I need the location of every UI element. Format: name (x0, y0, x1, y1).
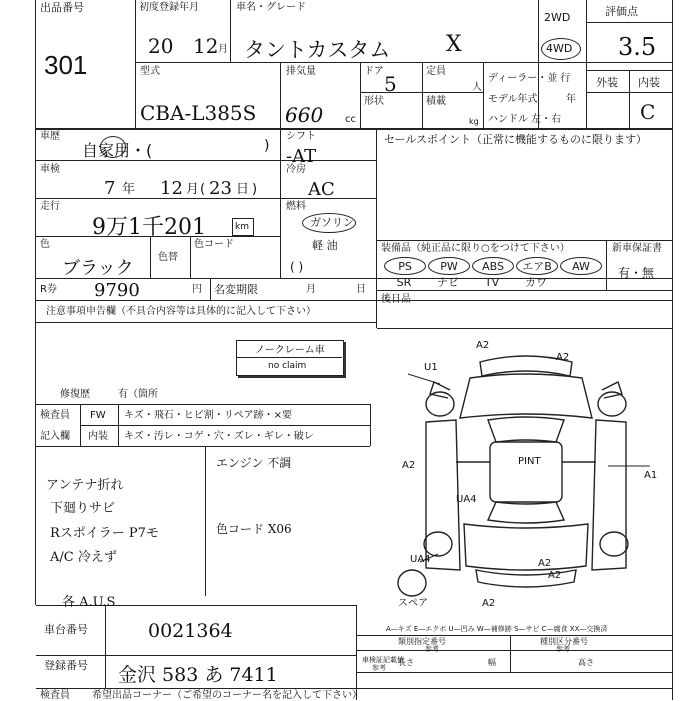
dealer-label: ディーラー・並 行 (488, 73, 571, 84)
chassis-label: 車台番号 (44, 623, 88, 636)
fw-items: キズ・飛石・ヒビ割・リペア跡・×要 (124, 410, 292, 421)
length-label: 長さ (398, 658, 414, 667)
chassis-number: 0021364 (148, 620, 233, 642)
equipment-item: PS (384, 257, 426, 275)
comment-left-2: 下廻りサビ (50, 501, 116, 516)
damage-mark: A1 (644, 470, 658, 481)
registration-label: 登録番号 (44, 659, 88, 672)
damage-diagram (380, 330, 672, 610)
transfer-deadline-label: 名変期限 (214, 283, 258, 296)
equipment-item: ABS (472, 257, 514, 275)
fuel-diesel: 軽 油 (312, 239, 338, 252)
color-label: 色 (40, 239, 50, 250)
comment-right-2: 色コード X06 (216, 522, 292, 536)
equipment-item: ナビ (437, 276, 459, 289)
damage-mark: A2 (482, 598, 496, 609)
model-type: CBA-L385S (140, 101, 257, 125)
fw-label: FW (90, 410, 106, 421)
outer-left (35, 0, 36, 605)
repair-history-label: 修復歴 (60, 389, 90, 400)
caution-label: 注意事項申告欄（不具合内容等は具体的に記入して下さい） (46, 306, 316, 317)
handle-label: ハンドル 左・右 (488, 114, 562, 125)
drive-4wd: 4WD (546, 42, 573, 55)
drive-2wd: 2WD (544, 11, 571, 24)
form-left-edge (135, 0, 136, 128)
model-year-label: モデル年式 (488, 94, 538, 105)
warranty-value: 有・無 (618, 266, 655, 280)
comment-right-1: エンジン 不調 (216, 456, 292, 470)
damage-mark: PINT (518, 456, 541, 467)
first-registration-month: 12 (193, 34, 219, 58)
legend: A—キズ E—エクボ U—凹み W—補修跡 S—サビ C—腐食 XX—交換済 (386, 625, 608, 633)
doors: 5 (384, 72, 397, 96)
usage-label: 車歴 (40, 131, 60, 142)
damage-mark: A2 (476, 340, 490, 351)
shape-label: 形状 (364, 96, 384, 107)
interior-items-label: 内装 (88, 431, 108, 442)
fuel-label: 燃料 (286, 201, 306, 212)
score: 3.5 (618, 33, 657, 61)
inspection-year: 7 (104, 178, 116, 199)
damage-mark: U1 (424, 362, 438, 373)
inspection-day: 23 (209, 178, 232, 199)
displacement-label: 排気量 (286, 66, 316, 77)
hope-corner-label: 希望出品コーナー（ご希望のコーナー名を記入して下さい） (92, 690, 362, 701)
equipment-item: TV (484, 275, 500, 289)
first-registration-year: 20 (148, 34, 174, 58)
height-label: 高さ (578, 658, 594, 667)
damage-mark: A2 (556, 352, 570, 363)
first-registration-label: 初度登録年月 (139, 2, 199, 13)
entry-label: 記入欄 (40, 431, 70, 442)
recycle: 9790 (94, 280, 140, 301)
bottom-inspector-label: 検査員 (40, 690, 70, 701)
model-name-label: 車名・グレード (236, 2, 306, 13)
damage-mark: スペア (398, 598, 428, 609)
model-name: タントカスタム (244, 38, 391, 62)
inspection-month: 12 (160, 178, 183, 199)
lot-number-label: 出品番号 (40, 1, 84, 14)
damage-mark: A2 (538, 558, 552, 569)
inspector-label: 検査員 (40, 410, 70, 421)
rear-items-label: 後日品 (381, 294, 411, 305)
inspection-label: 車検 (40, 164, 60, 175)
equipment-item: PW (428, 257, 470, 275)
damage-mark: UA4 (410, 554, 431, 565)
load-label: 積載 (426, 96, 446, 107)
color-code-label: 色コード (194, 239, 234, 250)
spec-number-label: 類別指定番号 (398, 637, 446, 646)
mileage: 9万1千201 (92, 215, 206, 240)
exterior-label: 外装 (596, 76, 618, 89)
width-label: 幅 (488, 658, 496, 667)
damage-mark: UA4 (456, 494, 477, 505)
equipment-item: カワ (525, 276, 547, 289)
equipment-item: エアB (516, 257, 558, 275)
damage-mark: A2 (548, 570, 562, 581)
equipment-item: AW (560, 257, 602, 275)
mileage-label: 走行 (40, 201, 60, 212)
usage: 自家用・( (82, 141, 153, 160)
sales-point-label: セールスポイント（正常に機能するものに限ります） (384, 133, 648, 146)
lot-number: 301 (44, 50, 88, 80)
comment-left-3: Rスポイラー P7モ (50, 526, 159, 541)
registration-number: 金沢 583 あ 7411 (118, 664, 278, 686)
damage-mark: A2 (402, 460, 416, 471)
comment-left-1: アンテナ折れ (46, 478, 124, 493)
equipment-label: 装備品（純正品に限り○をつけて下さい） (381, 243, 570, 254)
shift-label: シフト (286, 131, 316, 142)
ac-label: 冷房 (286, 164, 306, 175)
interior-label: 内装 (638, 76, 660, 89)
repair-history-value: 有（箇所 (118, 389, 158, 400)
signature: 各 A.U.S (62, 595, 116, 610)
no-claim-en: no claim (268, 361, 307, 371)
type-label: 型式 (140, 66, 160, 77)
category-label: 種別区分番号 (540, 637, 588, 646)
warranty-label: 新車保証書 (612, 243, 662, 254)
form-right-edge (672, 0, 673, 700)
interior-items: キズ・汚レ・コゲ・穴・ズレ・ギレ・破レ (124, 431, 314, 442)
color: ブラック (62, 258, 134, 279)
fuel-gas: ガソリン (310, 216, 354, 229)
dimensions-label: 車検証記載値 (362, 656, 404, 664)
recycle-label: R券 (40, 284, 57, 295)
doors-label: ドア (364, 66, 384, 77)
color-change-label: 色替 (158, 252, 178, 263)
ac: AC (308, 179, 335, 200)
capacity-label: 定員 (426, 66, 446, 77)
no-claim-jp: ノークレーム車 (255, 345, 325, 356)
displacement: 660 (285, 103, 324, 127)
interior-grade: C (640, 100, 656, 124)
shift: -AT (286, 146, 317, 167)
equipment-item: SR (396, 275, 412, 289)
grade: X (446, 32, 462, 57)
comment-left-4: A/C 冷えず (50, 550, 117, 565)
score-label: 評価点 (605, 5, 638, 18)
